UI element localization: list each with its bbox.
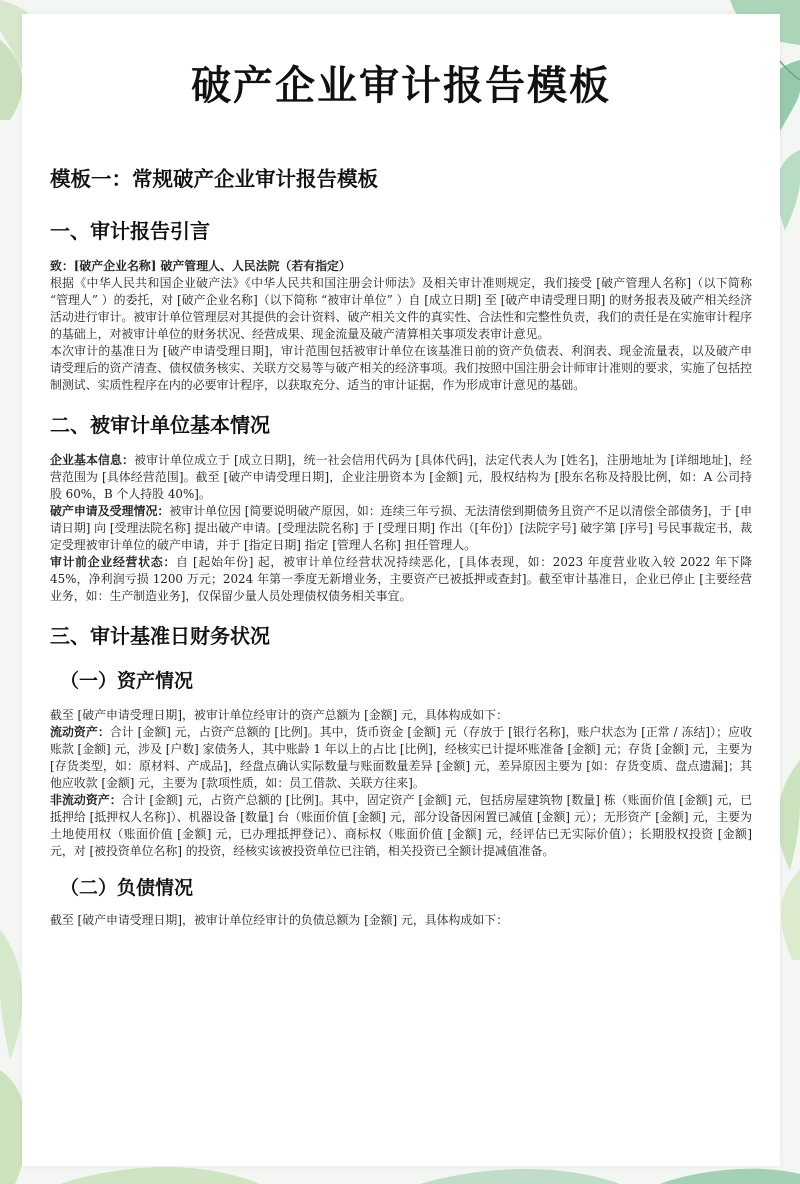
section-body-intro <box>50 258 752 394</box>
subsection-body-liabilities <box>50 912 752 929</box>
current-assets-paragraph <box>50 724 752 792</box>
basic-info-paragraph <box>50 452 752 503</box>
current-assets-label: 流动资产： <box>50 725 110 739</box>
bankruptcy-filing-label: 破产申请及受理情况： <box>50 504 170 518</box>
section-heading-financial-status: 三、审计基准日财务状况 <box>50 624 270 648</box>
intro-paragraph-2: 本次审计的基准日为 [破产申请受理日期]，审计范围包括被审计单位在该基准日前的资产负债表、利润表、现金流量表，以及破产申请受理后的资产清查、债权债务核实、关联方交易等与破产相关的经济事项。我们按照中国注册会计师审计准则的要求，实施了包括控制测试、实质性程序在内的必要审计程序，以获取充分、适当的审计证据，作为形成审计意见的基础。 <box>50 344 752 392</box>
section-heading-intro: 一、审计报告引言 <box>50 219 210 243</box>
bankruptcy-filing-paragraph <box>50 503 752 554</box>
noncurrent-assets-text: 合计 [金额] 元，占资产总额的 [比例]。其中，固定资产 [金额] 元，包括房屋建筑物 [数量] 栋（账面价值 [金额] 元，已抵押给 [抵押权人名称]）、机器设备 [数量] 台（账面价值 [金额] 元，部分设备因闲置已减值 [金额] 元）；无形资产 [金额] 元，主要为土地使用权（账面价值 [金额] 元，已办理抵押登记）、商标权（账面价值 [金额] 元，经评估已无实际价值）；长期股权投资 [金额] 元，对 [被投资单位名称] 的投资，经核实该被投资单位已注销，相关投资已全额计提减值准备。 <box>50 793 752 858</box>
basic-info-text: 被审计单位成立于 [成立日期]，统一社会信用代码为 [具体代码]，法定代表人为 [姓名]，注册地址为 [详细地址]，经营范围为 [具体经营范围]。截至 [破产申请受理日期]，企业注册资本为 [金额] 元，股权结构为 [股东名称及持股比例，如：A 公司持股 60%，B 个人持股 40%]。 <box>50 453 752 501</box>
operating-status-paragraph <box>50 554 752 605</box>
basic-info-label: 企业基本信息： <box>50 453 135 467</box>
section-body-basic-info <box>50 452 752 605</box>
current-assets-text: 合计 [金额] 元，占资产总额的 [比例]。其中，货币资金 [金额] 元（存放于 [银行名称]，账户状态为 [正常 / 冻结]）；应收账款 [金额] 元，涉及 [户数] 家债务人，其中账龄 1 年以上的占比 [比例]，经核实已计提坏账准备 [金额] 元；存货 [金额] 元，主要为 [存货类型，如：原材料、产成品]，经盘点确认实际数量与账面数量差异 [金额] 元，差异原因主要为 [如：存货变质、盘点遗漏]；其他应收款 [金额] 元，主要为 [款项性质，如：员工借款、关联方往来]。 <box>50 725 752 790</box>
operating-status-text: 自 [起始年份] 起，被审计单位经营状况持续恶化，[具体表现，如：2023 年度营业收入较 2022 年下降 45%，净利润亏损 1200 万元；2024 年第一季度无新增业务，主要资产已被抵押或查封]。截至审计基准日，企业已停止 [主要经营业务，如：生产制造业务]，仅保留少量人员处理债权债务相关事宜。 <box>50 555 752 603</box>
bankruptcy-filing-text: 被审计单位因 [简要说明破产原因，如：连续三年亏损、无法清偿到期债务且资产不足以清偿全部债务]，于 [申请日期] 向 [受理法院名称] 提出破产申请。[受理法院名称] 于 [受理日期] 作出（[年份]）[法院字号] 破字第 [序号] 号民事裁定书，裁定受理被审计单位的破产申请，并于 [指定日期] 指定 [管理人名称] 担任管理人。 <box>50 504 752 552</box>
subsection-heading-liabilities: （二）负债情况 <box>60 877 194 899</box>
document-page <box>22 14 780 1166</box>
liabilities-intro: 截至 [破产申请受理日期]，被审计单位经审计的负债总额为 [金额] 元，具体构成如下： <box>50 913 508 927</box>
noncurrent-assets-paragraph <box>50 792 752 860</box>
operating-status-label: 审计前企业经营状态： <box>50 555 176 569</box>
template-title: 模板一：常规破产企业审计报告模板 <box>50 167 378 191</box>
section-heading-basic-info: 二、被审计单位基本情况 <box>50 413 270 437</box>
subsection-body-assets <box>50 707 752 860</box>
document-title: 破产企业审计报告模板 <box>191 63 611 109</box>
noncurrent-assets-label: 非流动资产： <box>50 793 122 807</box>
addressee-line: 致：[破产企业名称] 破产管理人、人民法院（若有指定） <box>50 259 351 273</box>
intro-paragraph-1: 根据《中华人民共和国企业破产法》《中华人民共和国注册会计师法》及相关审计准则规定，我们接受 [破产管理人名称]（以下简称 “管理人” ）的委托，对 [破产企业名称]（以下简称 “被审计单位” ）自 [成立日期] 至 [破产申请受理日期] 的财务报表及破产相关经济活动进行审计。被审计单位管理层对其提供的会计资料、破产相关文件的真实性、合法性和完整性负责，我们的责任是在实施审计程序的基础上，对被审计单位的财务状况、经营成果、现金流量及破产清算相关事项发表审计意见。 <box>50 276 752 341</box>
subsection-heading-assets: （一）资产情况 <box>60 670 194 692</box>
assets-intro: 截至 [破产申请受理日期]，被审计单位经审计的资产总额为 [金额] 元，具体构成如下： <box>50 708 508 722</box>
